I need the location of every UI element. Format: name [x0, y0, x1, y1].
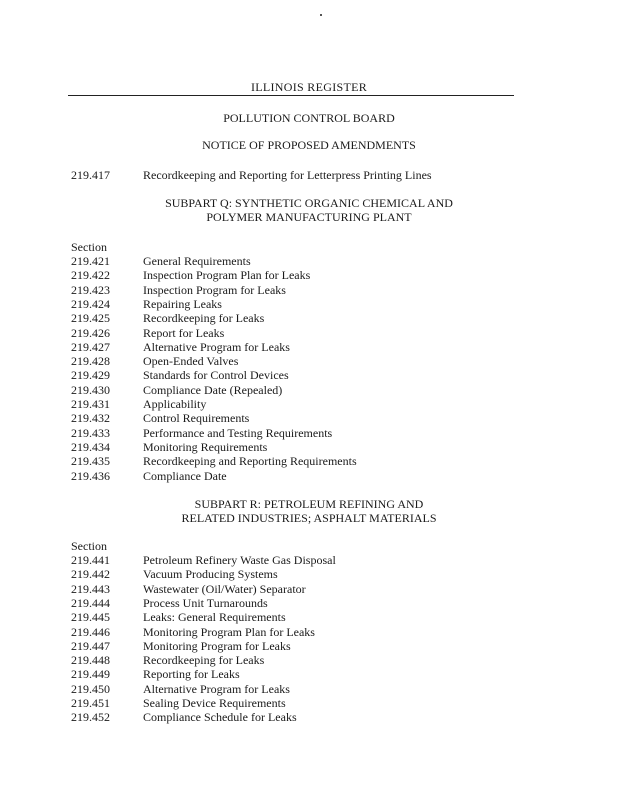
section-entry — [71, 397, 206, 411]
section-number: 219.421 — [71, 254, 110, 268]
section-number: 219.423 — [71, 282, 110, 297]
section-entry — [71, 426, 332, 440]
section-entry — [71, 639, 291, 653]
section-entry — [71, 383, 282, 397]
section-title: Process Unit Turnarounds — [143, 595, 268, 610]
section-number: 219.441 — [71, 553, 110, 567]
section-title: Inspection Program for Leaks — [143, 282, 286, 297]
header-rule — [68, 95, 514, 96]
section-entry — [71, 610, 286, 624]
section-title: Monitoring Requirements — [143, 439, 268, 454]
section-entry — [71, 596, 268, 610]
section-entry — [71, 567, 278, 581]
section-number: 219.446 — [71, 624, 110, 639]
section-entry — [71, 411, 249, 425]
section-title: Reporting for Leaks — [143, 667, 240, 682]
section-entry — [71, 254, 251, 268]
subpart-q-section-label: Section — [71, 240, 107, 254]
section-entry — [71, 340, 290, 354]
section-entry — [71, 653, 264, 667]
section-title: Monitoring Program Plan for Leaks — [143, 624, 315, 639]
section-title: Recordkeeping and Reporting Requirements — [143, 454, 357, 469]
section-title: Monitoring Program for Leaks — [143, 638, 291, 653]
subpart-q-heading-2: POLYMER MANUFACTURING PLANT — [206, 210, 412, 224]
section-entry — [71, 582, 306, 596]
section-number: 219.444 — [71, 595, 110, 610]
section-entry — [71, 326, 224, 340]
section-entry — [71, 667, 240, 681]
section-number: 219.443 — [71, 581, 110, 596]
section-title: Inspection Program Plan for Leaks — [143, 268, 311, 283]
section-number: 219.429 — [71, 368, 110, 383]
section-title: Compliance Schedule for Leaks — [143, 710, 297, 725]
section-number: 219.452 — [71, 710, 110, 725]
section-entry — [71, 696, 286, 710]
section-title: Recordkeeping for Leaks — [143, 653, 265, 668]
section-number: 219.426 — [71, 325, 110, 340]
section-number: 219.432 — [71, 411, 110, 426]
section-number: 219.433 — [71, 425, 110, 440]
section-number: 219.451 — [71, 696, 110, 710]
section-entry — [71, 297, 222, 311]
section-entry — [71, 454, 357, 468]
section-entry — [71, 283, 286, 297]
section-title: Sealing Device Requirements — [143, 696, 286, 710]
section-number: 219.417 — [71, 168, 110, 182]
section-number: 219.450 — [71, 681, 110, 696]
section-number: 219.430 — [71, 382, 110, 397]
scan-speck — [320, 14, 322, 16]
section-number: 219.428 — [71, 354, 110, 369]
section-number: 219.424 — [71, 296, 110, 311]
section-number: 219.449 — [71, 667, 110, 682]
section-number: 219.445 — [71, 610, 110, 625]
section-title: Leaks: General Requirements — [143, 610, 286, 625]
section-title: Compliance Date (Repealed) — [143, 382, 283, 397]
subpart-r-section-label: Section — [71, 539, 107, 553]
section-title: Petroleum Refinery Waste Gas Disposal — [143, 553, 336, 567]
section-title: Applicability — [143, 397, 207, 411]
section-entry — [71, 354, 238, 368]
section-number: 219.436 — [71, 468, 110, 483]
section-entry — [71, 469, 227, 483]
section-title: Wastewater (Oil/Water) Separator — [143, 581, 306, 596]
section-entry — [71, 311, 264, 325]
section-title: Performance and Testing Requirements — [143, 425, 333, 440]
section-number: 219.447 — [71, 638, 110, 653]
section-title: Alternative Program for Leaks — [143, 681, 290, 696]
section-title: Repairing Leaks — [143, 296, 222, 311]
section-number: 219.422 — [71, 268, 110, 283]
section-title: Alternative Program for Leaks — [143, 339, 290, 354]
section-number: 219.435 — [71, 454, 110, 469]
section-entry — [71, 625, 315, 639]
section-title: Compliance Date — [143, 468, 227, 483]
section-number: 219.427 — [71, 339, 110, 354]
notice-title: NOTICE OF PROPOSED AMENDMENTS — [202, 138, 416, 152]
section-entry — [71, 440, 267, 454]
section-title: Recordkeeping and Reporting for Letterpress Printing Lines — [143, 168, 432, 182]
section-title: Vacuum Producing Systems — [143, 567, 278, 582]
agency-name: POLLUTION CONTROL BOARD — [223, 111, 395, 125]
subpart-r-heading-2: RELATED INDUSTRIES; ASPHALT MATERIALS — [181, 511, 437, 525]
register-title: ILLINOIS REGISTER — [250, 80, 368, 94]
section-number: 219.434 — [71, 439, 110, 454]
top-entry — [71, 168, 432, 182]
section-title: Standards for Control Devices — [143, 368, 289, 383]
section-title: General Requirements — [143, 254, 251, 268]
subpart-r-heading-1: SUBPART R: PETROLEUM REFINING AND — [194, 497, 424, 511]
section-title: Report for Leaks — [143, 325, 225, 340]
section-number: 219.448 — [71, 653, 110, 668]
section-entry — [71, 710, 297, 724]
section-entry — [71, 268, 310, 282]
section-title: Recordkeeping for Leaks — [143, 311, 265, 326]
section-entry — [71, 368, 289, 382]
section-number: 219.442 — [71, 567, 110, 582]
section-entry — [71, 553, 336, 567]
section-entry — [71, 682, 290, 696]
section-number: 219.431 — [71, 397, 110, 411]
section-number: 219.425 — [71, 311, 110, 326]
section-title: Open-Ended Valves — [143, 354, 239, 369]
section-title: Control Requirements — [143, 411, 250, 426]
subpart-q-heading-1: SUBPART Q: SYNTHETIC ORGANIC CHEMICAL AND — [165, 196, 453, 210]
